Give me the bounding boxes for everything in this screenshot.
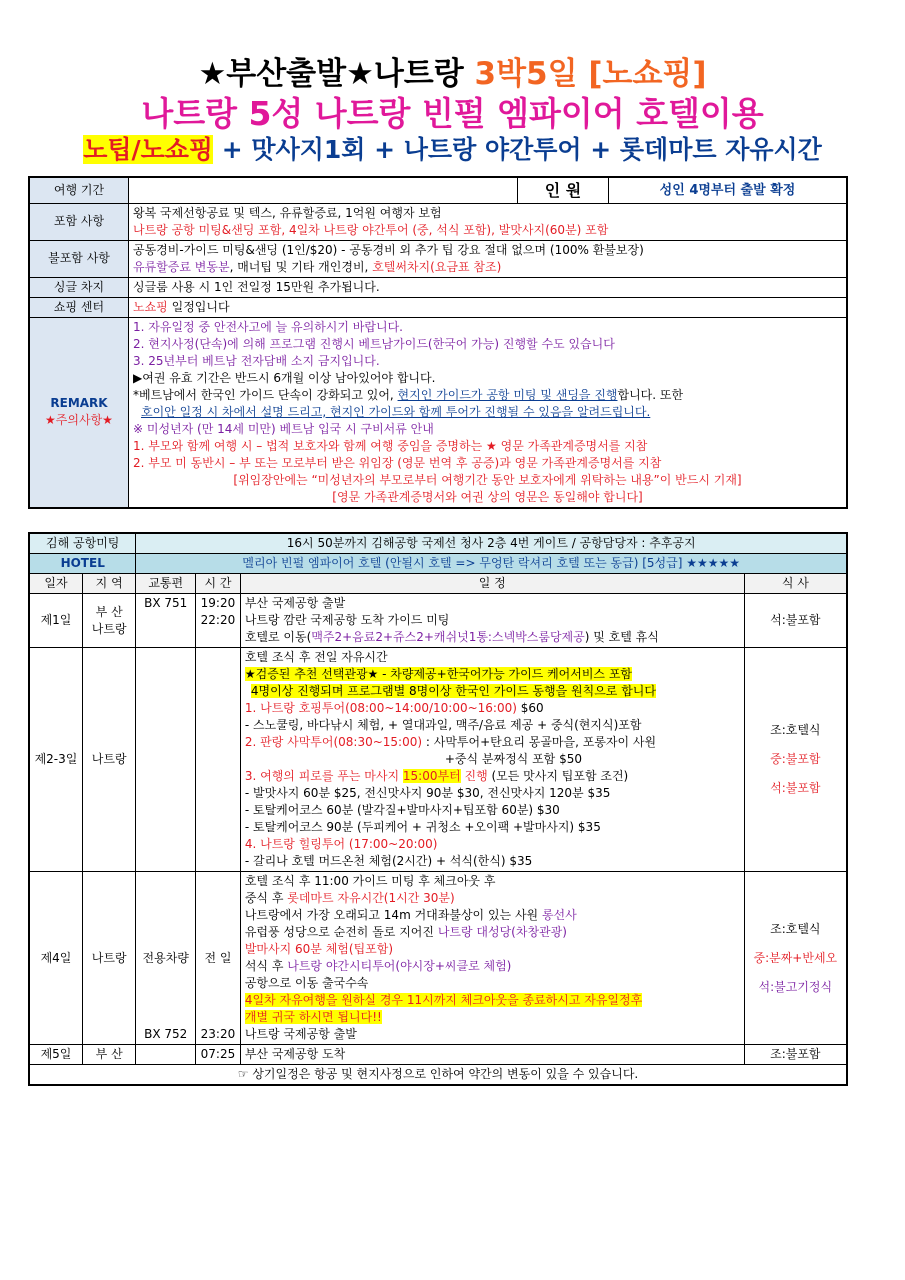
day4-it-2a: 중식 후	[244, 891, 288, 905]
shop-label: 쇼핑 센터	[29, 297, 129, 317]
day23-time	[196, 648, 241, 872]
period-value	[129, 177, 518, 203]
day4-meal-1: 조:호텔식	[770, 921, 821, 936]
col-itinerary: 일 정	[240, 574, 744, 594]
day23-itinerary	[240, 648, 744, 872]
title-inclusions: + 맛사지1회 + 나트랑 야간투어 + 롯데마트 자유시간	[213, 135, 822, 164]
period-label: 여행 기간	[29, 177, 129, 203]
day4-meals	[744, 872, 847, 1045]
day1-region-2: 나트랑	[91, 621, 127, 636]
day23-meals	[744, 648, 847, 872]
remark-5b: 현지인 가이드가 공항 미팅 및 샌딩을 진행	[397, 387, 618, 402]
day4-it-4a: 유럽풍 성당으로 순전히 돌로 지어진	[244, 925, 438, 939]
day5-meal: 조:불포함	[744, 1045, 847, 1065]
day4-region: 나트랑	[82, 872, 135, 1045]
remark-5c: 합니다. 또한	[617, 387, 684, 402]
day23-it-7: +중식 분짜정식 포함 $50	[444, 752, 582, 766]
day4-transport: 전용차량	[142, 950, 189, 965]
day23-it-9: - 발맛사지 60분 $25, 전신맛사지 90분 $30, 전신맛사지 120분 $35	[244, 786, 611, 800]
remark-11: [영문 가족관계증명서와 여권 상의 영문은 동일해야 합니다]	[332, 489, 643, 504]
day1-it-3a: 호텔로 이동(	[244, 630, 312, 644]
title-line-2: 나트랑 5성 나트랑 빈펄 엠파이어 호텔이용	[141, 94, 764, 133]
day1-time-1: 19:20	[200, 596, 236, 610]
day4-meal-2: 중:분짜+반세오	[753, 950, 838, 965]
col-meal: 식 사	[744, 574, 847, 594]
day4-it-3a: 나트랑에서 가장 오래되고 14m 거대좌불상이 있는 사원	[244, 908, 542, 922]
remark-9: 2. 부모 미 동반시 – 부 또는 모로부터 받은 위임장 (영문 번역 후 공증)과 영문 가족관계증명서를 지참	[133, 455, 662, 470]
day4-it-7: 공항으로 이동 출국수속	[244, 976, 369, 990]
exclude-fuel: 유류할증료 변동분	[133, 259, 230, 274]
day5-region: 부 산	[82, 1045, 135, 1065]
day23-it-13: - 갈리나 호텔 머드온천 체험(2시간) + 석식(한식) $35	[244, 854, 533, 868]
day23-meal-1: 조:호텔식	[770, 723, 821, 737]
day23-it-8a: 3. 여행의 피로를 푸는 마사지	[244, 769, 403, 783]
day1-flight: BX 751	[136, 594, 196, 648]
title-line-1	[0, 48, 905, 93]
day4-it-9: 개별 귀국 하시면 됩니다!!	[244, 1010, 382, 1024]
day4-it-8: 4일차 자유여행을 원하실 경우 11시까지 체크아웃을 종료하시고 자유일정후	[244, 993, 643, 1007]
day23-region: 나트랑	[82, 648, 135, 872]
hotel-label: HOTEL	[29, 554, 136, 574]
day4-flight: BX 752	[144, 1027, 188, 1041]
day4-it-10: 나트랑 국제공항 출발	[244, 1027, 357, 1041]
remark-6: 호이안 일정 시 차에서 설명 드리고, 현지인 가이드와 함께 투어가 진행될 수 있음을 알려드립니다.	[141, 404, 651, 419]
day4-it-3b: 롱선사	[541, 908, 577, 922]
col-time: 시 간	[196, 574, 241, 594]
col-region: 지 역	[82, 574, 135, 594]
day23-label: 제2-3일	[29, 648, 82, 872]
day1-region-1: 부 산	[95, 604, 123, 619]
people-label: 인 원	[518, 177, 609, 203]
include-line-2: 나트랑 공항 미팅&샌딩 포함, 4일차 나트랑 야간투어 (중, 석식 포함), 발맛사지(60분) 포함	[133, 222, 609, 237]
day23-it-4b: $60	[516, 701, 544, 715]
col-transport: 교통편	[136, 574, 196, 594]
include-label: 포함 사항	[29, 203, 129, 240]
day23-it-11: - 토탈케어코스 90분 (두피케어 + 귀청소 +오이팩 +발마사지) $35	[244, 820, 601, 834]
remark-3: 3. 25년부터 베트남 전자담배 소지 금지입니다.	[133, 353, 380, 368]
day1-times	[196, 594, 241, 648]
day4-it-6a: 석식 후	[244, 959, 288, 973]
day1-it-3b: 맥주2+음료2+쥬스2+캐쉬넛1통:스넥박스룸당제공	[311, 630, 585, 644]
day1-meal: 석:불포함	[744, 594, 847, 648]
day23-it-4a: 1. 나트랑 호핑투어(08:00~14:00/10:00~16:00)	[244, 701, 517, 715]
people-value: 성인 4명부터 출발 확정	[609, 177, 848, 203]
day4-time: 전 일	[204, 950, 232, 965]
remark-label: REMARK	[50, 396, 108, 410]
meeting-value: 16시 50분까지 김해공항 국제선 청사 2층 4번 게이트 / 공항담당자 : 추후공지	[136, 533, 847, 554]
day23-it-3: 4명이상 진행되며 프로그램별 8명이상 한국인 가이드 동행을 원칙으로 합니다	[250, 684, 656, 698]
day23-meal-2: 중:불포함	[770, 752, 821, 766]
day5-time: 07:25	[196, 1045, 241, 1065]
day23-it-8c: 진행	[460, 769, 488, 783]
shop-no-shopping: 노쇼핑	[133, 299, 168, 314]
title-no-tip: 노팁/노쇼핑	[83, 135, 214, 164]
schedule-table	[28, 532, 848, 1086]
day23-it-1: 호텔 조식 후 전일 자유시간	[244, 650, 388, 664]
day4-time-cell	[196, 872, 241, 1045]
shop-value	[129, 297, 848, 317]
remark-8: 1. 부모와 함께 여행 시 – 법적 보호자와 함께 여행 중임을 증명하는 ★ 영문 가족관계증명서를 지참	[133, 438, 648, 453]
remark-7: ※ 미성년자 (만 14세 미만) 베트남 입국 시 구비서류 안내	[133, 421, 434, 436]
remark-4: ▶여권 유효 기간은 반드시 6개월 이상 남아있어야 합니다.	[133, 370, 436, 385]
day1-itinerary	[240, 594, 744, 648]
footer-note: ☞ 상기일정은 항공 및 현지사정으로 인하여 약간의 변동이 있을 수 있습니다.	[29, 1065, 847, 1086]
day4-it-4b: 나트랑 대성당(차창관광)	[437, 925, 567, 939]
day1-label: 제1일	[29, 594, 82, 648]
day4-transport-cell	[136, 872, 196, 1045]
day23-it-5: - 스노쿨링, 바다낚시 체험, + 열대과일, 맥주/음료 제공 + 중식(현지식)포함	[244, 718, 642, 732]
single-value: 싱글룸 사용 시 1인 전일정 15만원 추가됩니다.	[129, 277, 848, 297]
include-value	[129, 203, 848, 240]
exclude-value	[129, 240, 848, 277]
day23-transport	[136, 648, 196, 872]
day23-it-8d: (모든 맛사지 팁포함 조건)	[487, 769, 629, 783]
remark-10: [위임장안에는 “미성년자의 부모로부터 여행기간 동안 보호자에게 위탁하는 내용”이 반드시 기재]	[233, 472, 742, 487]
day4-meal-3: 석:불고기정식	[758, 979, 833, 994]
exclude-surcharge: 호텔써차지(요금표 참조)	[372, 259, 502, 274]
day1-region	[82, 594, 135, 648]
day5-transport	[136, 1045, 196, 1065]
day1-it-3c: ) 및 호텔 휴식	[584, 630, 659, 644]
meeting-label: 김해 공항미팅	[29, 533, 136, 554]
day23-it-8b: 15:00부터	[402, 769, 461, 783]
day23-meal-3: 석:불포함	[770, 781, 821, 795]
title-duration: 3박5일 [노쇼핑]	[474, 56, 707, 92]
title-departure: ★부산출발★나트랑	[198, 56, 475, 92]
day4-time-2: 23:20	[200, 1027, 236, 1041]
remark-1: 1. 자유일정 중 안전사고에 늘 유의하시기 바랍니다.	[133, 319, 403, 334]
exclude-line-1: 공동경비-가이드 미팅&샌딩 (1인/$20) - 공동경비 외 추가 팁 강요 절대 없으며 (100% 환불보장)	[133, 242, 644, 257]
day23-it-6a: 2. 판랑 사막투어(08:30~15:00)	[244, 735, 423, 749]
day4-it-6b: 나트랑 야간시티투어(야시장+씨클로 체험)	[287, 959, 512, 973]
day4-itinerary	[240, 872, 744, 1045]
single-label: 싱글 차지	[29, 277, 129, 297]
day5-itinerary: 부산 국제공항 도착	[240, 1045, 744, 1065]
include-line-1: 왕복 국제선항공료 및 텍스, 유류할증료, 1억원 여행자 보험	[133, 205, 442, 220]
title-line-3	[0, 130, 905, 166]
day4-it-5: 발마사지 60분 체험(팁포함)	[244, 942, 394, 956]
day23-it-2: ★검증된 추천 선택관광★ - 차량제공+한국어가능 가이드 케어서비스 포함	[244, 667, 633, 681]
remark-sub: ★주의사항★	[45, 413, 113, 427]
day23-it-6b: : 사막투어+탄요리 몽골마을, 포롱자이 사원	[422, 735, 657, 749]
day1-it-2: 나트랑 깜란 국제공항 도착 가이드 미팅	[244, 613, 450, 627]
info-table	[28, 176, 848, 509]
day23-it-10: - 토탈케어코스 60분 (발각질+발마사지+팁포함 60분) $30	[244, 803, 560, 817]
day4-label: 제4일	[29, 872, 82, 1045]
remark-5a: *베트남에서 한국인 가이드 단속이 강화되고 있어,	[133, 387, 398, 402]
shop-schedule-text: 일정입니다	[167, 299, 230, 314]
exclude-label: 불포함 사항	[29, 240, 129, 277]
remark-content	[129, 317, 848, 508]
remark-label-cell	[29, 317, 129, 508]
day4-it-2b: 롯데마트 자유시간(1시간 30분)	[287, 891, 455, 905]
exclude-manner-tip: , 매너팁 및 기타 개인경비,	[229, 259, 373, 274]
hotel-value: 멜리아 빈펄 엠파이어 호텔 (안될시 호텔 => 무엉탄 락셔리 호텔 또는 동급) [5성급] ★★★★★	[136, 554, 847, 574]
day5-label: 제5일	[29, 1045, 82, 1065]
day1-time-2: 22:20	[200, 613, 236, 627]
day23-it-12: 4. 나트랑 힐링투어 (17:00~20:00)	[244, 837, 438, 851]
day1-it-1: 부산 국제공항 출발	[244, 596, 346, 610]
day4-it-1: 호텔 조식 후 11:00 가이드 미팅 후 체크아웃 후	[244, 874, 496, 888]
col-day: 일자	[29, 574, 82, 594]
remark-2: 2. 현지사정(단속)에 의해 프로그램 진행시 베트남가이드(한국어 가능) 진행할 수도 있습니다	[133, 336, 615, 351]
